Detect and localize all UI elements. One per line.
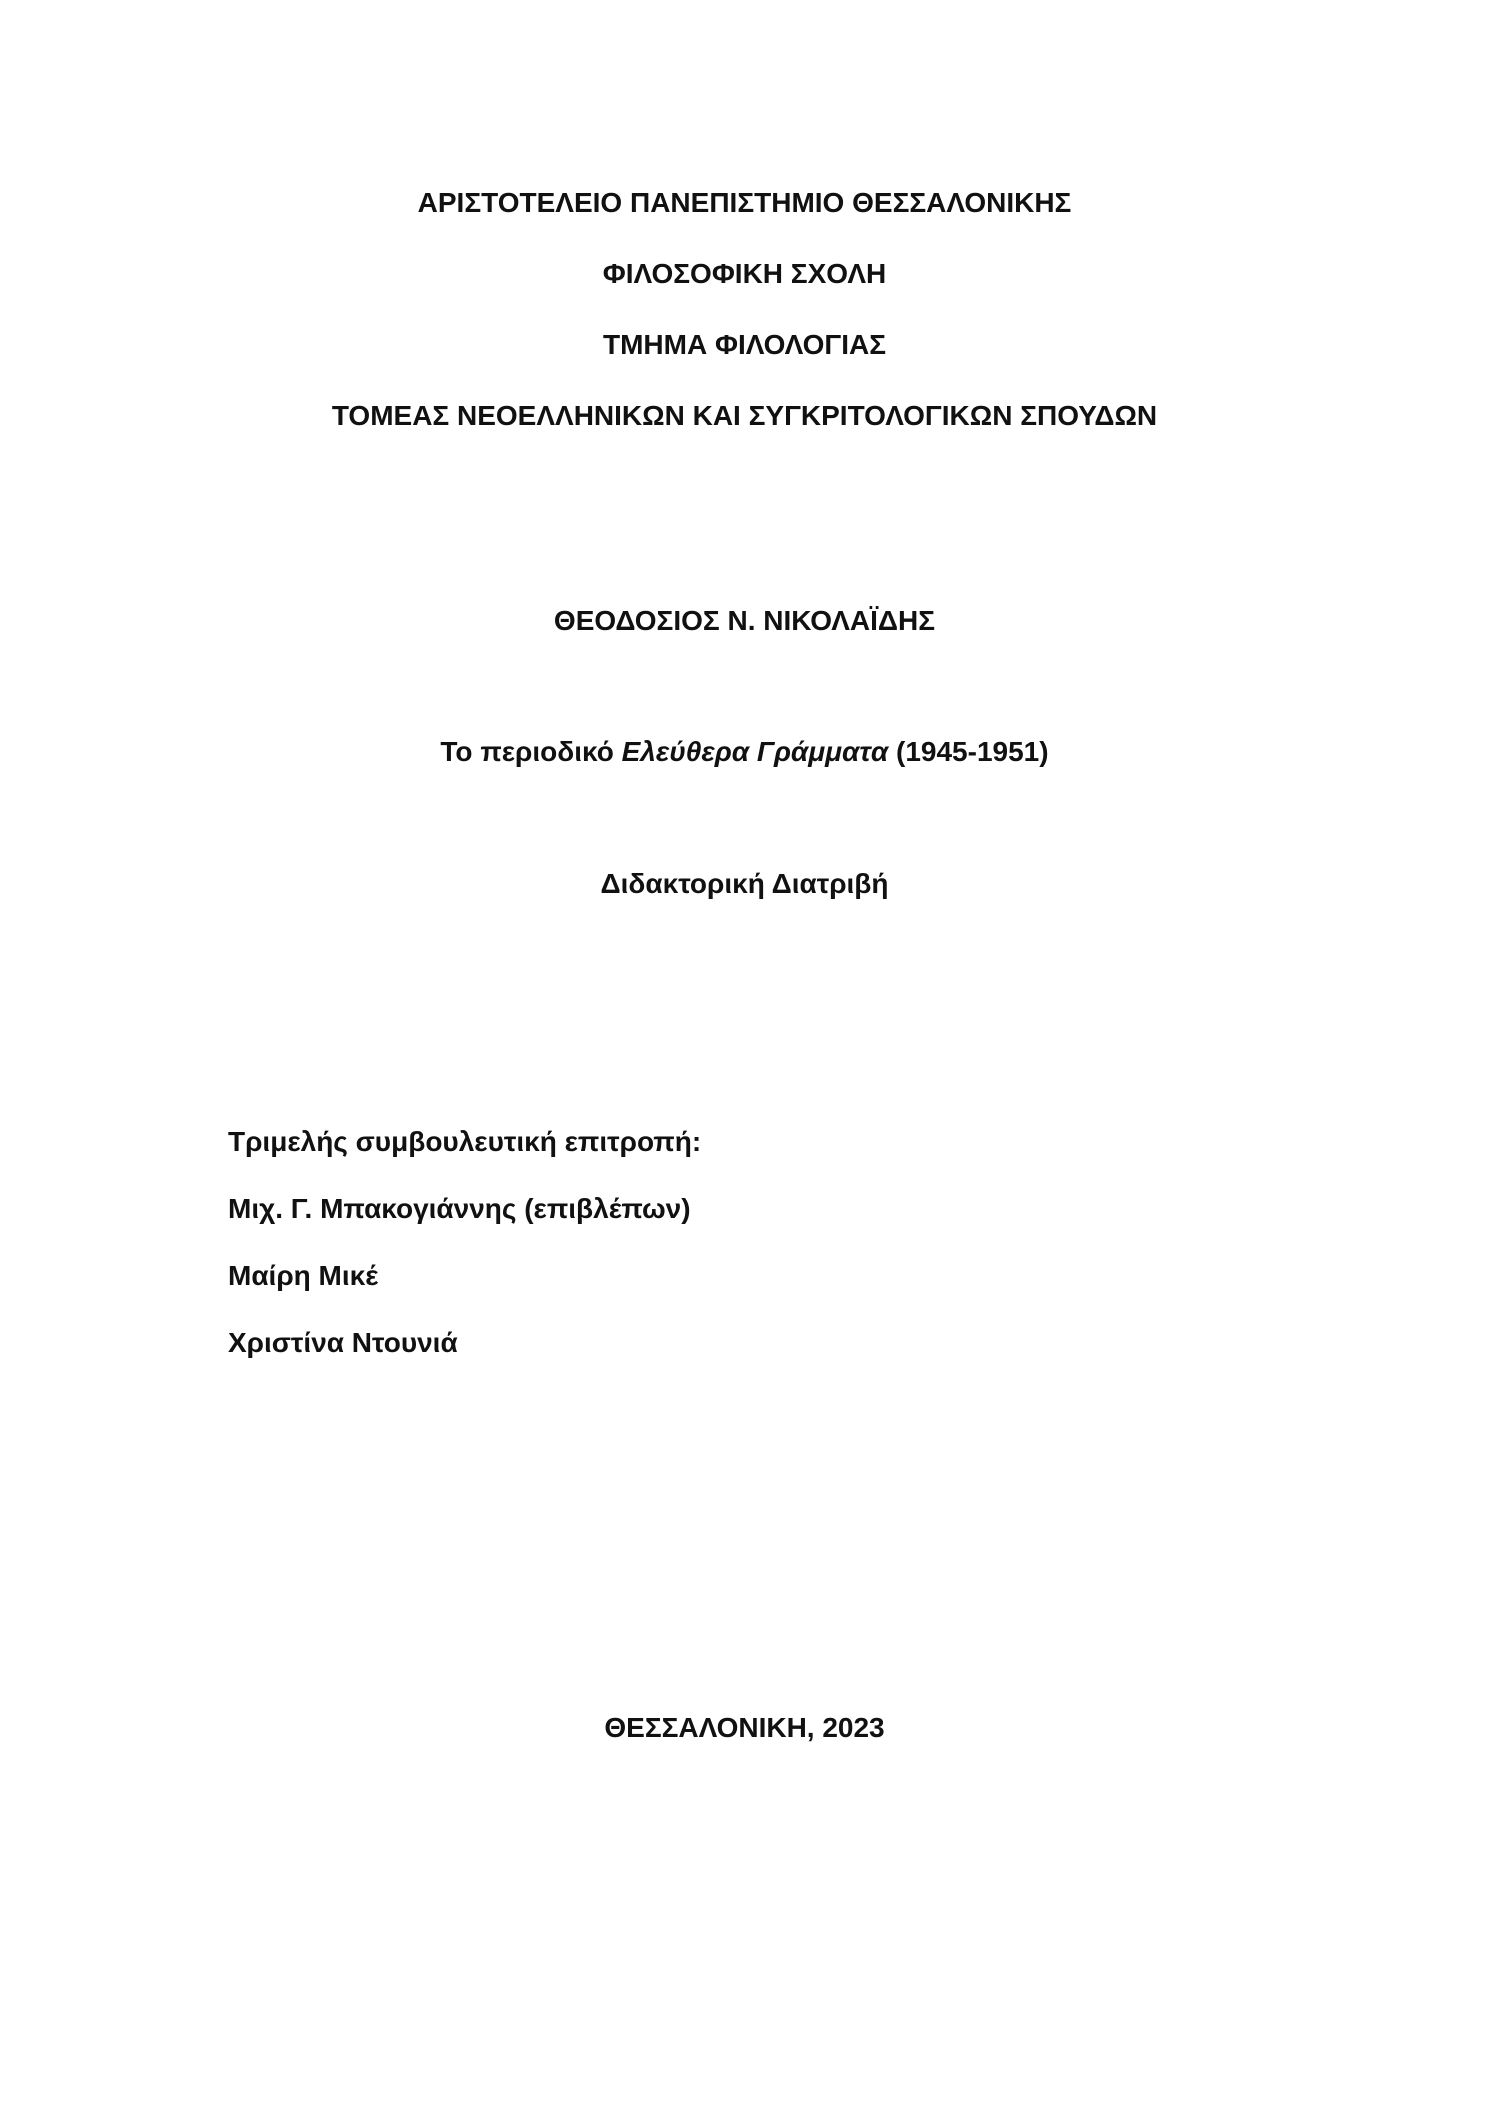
sector-name: ΤΟΜΕΑΣ ΝΕΟΕΛΛΗΝΙΚΩΝ ΚΑΙ ΣΥΓΚΡΙΤΟΛΟΓΙΚΩΝ ΣΠΟΥΔΩΝ (331, 400, 1158, 431)
committee-member: Μιχ. Γ. Μπακογιάννης (επιβλέπων) (228, 1193, 691, 1224)
place-and-date: ΘΕΣΣΑΛΟΝΙΚΗ, 2023 (604, 1712, 885, 1743)
title-prefix: Το περιοδικό (440, 736, 622, 767)
school-name: ΦΙΛΟΣΟΦΙΚΗ ΣΧΟΛΗ (602, 258, 887, 289)
committee-member: Μαίρη Μικέ (228, 1260, 378, 1291)
department-name: ΤΜΗΜΑ ΦΙΛΟΛΟΓΙΑΣ (602, 329, 887, 360)
title-suffix: (1945-1951) (888, 736, 1049, 767)
university-name: ΑΡΙΣΤΟΤΕΛΕΙΟ ΠΑΝΕΠΙΣΤΗΜΙΟ ΘΕΣΣΑΛΟΝΙΚΗΣ (417, 187, 1072, 218)
committee-heading: Τριμελής συμβουλευτική επιτροπή: (228, 1126, 702, 1157)
document-type: Διδακτορική Διατριβή (600, 868, 889, 899)
committee-member: Χριστίνα Ντουνιά (228, 1327, 458, 1358)
author-name: ΘΕΟΔΟΣΙΟΣ Ν. ΝΙΚΟΛΑΪΔΗΣ (553, 605, 936, 636)
journal-title: Ελεύθερα Γράμματα (621, 736, 889, 767)
dissertation-title (0, 734, 1489, 770)
